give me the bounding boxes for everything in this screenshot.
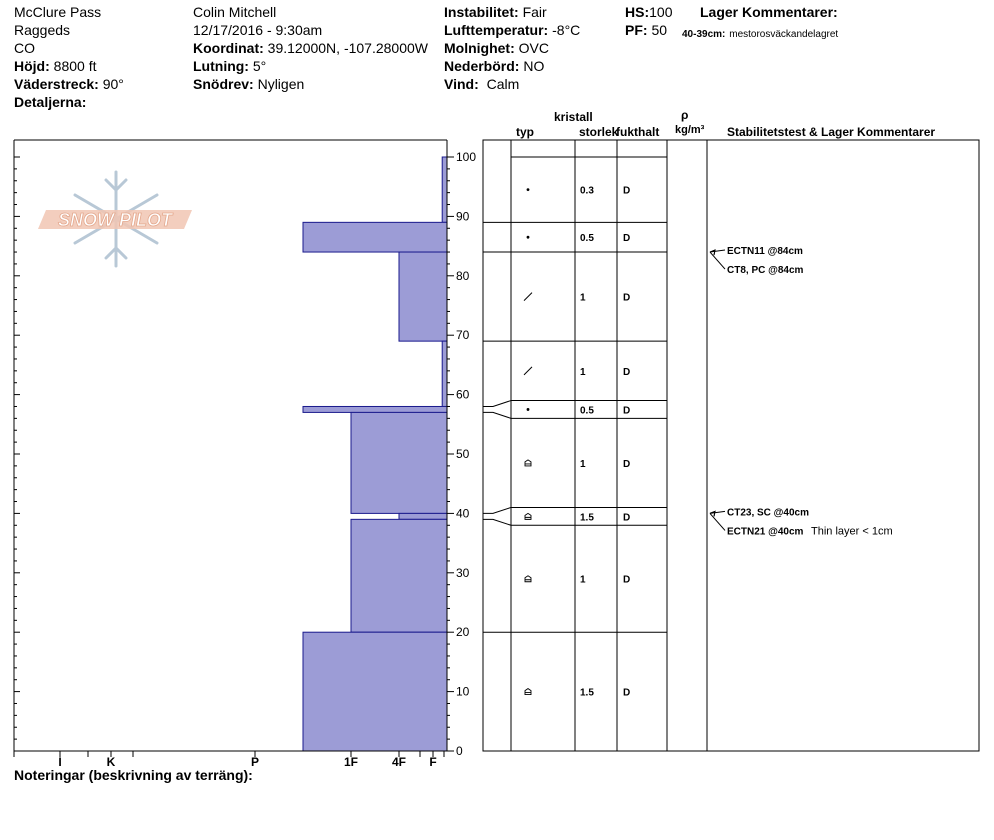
location-name: McClure Pass bbox=[14, 4, 102, 20]
grain-dot-icon bbox=[527, 408, 530, 411]
wind-label: Vind: bbox=[444, 76, 479, 92]
state-name: CO bbox=[14, 40, 35, 56]
layer-size-0: 0.3 bbox=[580, 185, 594, 197]
hardness-bars bbox=[303, 157, 447, 751]
hardness-bar-6 bbox=[399, 513, 447, 519]
wind-value: Calm bbox=[486, 76, 520, 92]
column-density-symbol: ρ bbox=[681, 108, 689, 122]
depth-label-70: 70 bbox=[456, 328, 470, 343]
depth-label-0: 0 bbox=[456, 744, 463, 758]
stability-value: Fair bbox=[522, 4, 547, 20]
test-pointer-line bbox=[710, 252, 725, 269]
slope-label: Lutning: bbox=[193, 58, 249, 74]
layer-moisture-3: D bbox=[623, 366, 631, 378]
layer-size-3: 1 bbox=[580, 366, 586, 378]
aspect-value: 90° bbox=[102, 76, 124, 92]
layer-size-2: 1 bbox=[580, 292, 586, 304]
depth-label-30: 30 bbox=[456, 565, 470, 580]
wind-loading-value: Nyligen bbox=[257, 76, 305, 92]
test-label: ECTN11 @84cm bbox=[727, 246, 803, 258]
layer-moisture-7: D bbox=[623, 574, 631, 586]
hardness-axis bbox=[14, 751, 444, 769]
boundary-connector-3 bbox=[483, 401, 511, 407]
snowpilot-logo bbox=[38, 172, 192, 266]
depth-label-90: 90 bbox=[456, 209, 470, 224]
boundary-connector-5 bbox=[483, 507, 511, 513]
grain-dot-icon bbox=[527, 188, 530, 191]
column-crystal-line1: kristall bbox=[554, 110, 593, 124]
layer-size-4: 0.5 bbox=[580, 405, 594, 417]
sky-label: Molnighet: bbox=[444, 40, 515, 56]
hardness-bar-3 bbox=[442, 341, 447, 406]
pf-label: PF: bbox=[625, 22, 648, 38]
stability-label: Instabilitet: bbox=[444, 4, 519, 20]
layer-comment-text: mestorosväckandelagret bbox=[729, 29, 839, 40]
layer-moisture-6: D bbox=[623, 512, 631, 524]
layer-moisture-1: D bbox=[623, 233, 631, 245]
coordinate-value: 39.12000N, -107.28000W bbox=[267, 40, 428, 56]
depth-label-20: 20 bbox=[456, 625, 470, 640]
hardness-bar-4 bbox=[303, 406, 447, 412]
hardness-label-K: K bbox=[106, 755, 116, 769]
depth-label-40: 40 bbox=[456, 506, 470, 521]
observer-name: Colin Mitchell bbox=[193, 4, 277, 20]
elevation-value: 8800 ft bbox=[53, 58, 97, 74]
notes-label: Noteringar (beskrivning av terräng): bbox=[14, 767, 253, 783]
area-name: Raggeds bbox=[14, 22, 71, 38]
layer-size-1: 0.5 bbox=[580, 233, 594, 245]
precip-label: Nederbörd: bbox=[444, 58, 520, 74]
snowpilot-logo-text: SNOW PILOT bbox=[58, 210, 172, 230]
air-temp-label: Lufttemperatur: bbox=[444, 22, 549, 38]
hardness-label-F: F bbox=[429, 755, 437, 769]
test-label: CT8, PC @84cm bbox=[727, 265, 804, 277]
hardness-bar-8 bbox=[303, 632, 447, 751]
layer-size-7: 1 bbox=[580, 574, 586, 586]
hardness-bar-2 bbox=[399, 252, 447, 341]
aspect-label: Väderstreck: bbox=[14, 76, 99, 92]
hardness-bar-1 bbox=[303, 222, 447, 252]
details-label: Detaljerna: bbox=[14, 94, 87, 110]
layer-moisture-0: D bbox=[623, 185, 631, 197]
grain-facet-icon bbox=[525, 689, 531, 695]
depth-axis bbox=[447, 150, 476, 758]
test-pointer-line bbox=[710, 513, 725, 530]
elevation-label: Höjd: bbox=[14, 58, 50, 74]
layer-table bbox=[483, 140, 979, 751]
column-crystal-line2: storlek bbox=[579, 125, 619, 139]
boundary-connector-6 bbox=[483, 519, 511, 525]
column-comments: Stabilitetstest & Lager Kommentarer bbox=[727, 125, 936, 139]
boundary-connector-4 bbox=[483, 412, 511, 418]
layer-size-8: 1.5 bbox=[580, 687, 594, 699]
layer-comments-label: Lager Kommentarer: bbox=[700, 4, 838, 20]
grain-facet-icon bbox=[525, 460, 531, 466]
depth-label-50: 50 bbox=[456, 447, 470, 461]
air-temp-value: -8°C bbox=[552, 22, 581, 38]
column-type: typ bbox=[516, 125, 534, 139]
grain-facet-icon bbox=[525, 513, 531, 519]
observation-datetime: 12/17/2016 - 9:30am bbox=[193, 22, 323, 38]
grain-facet-icon bbox=[525, 576, 531, 582]
hs-value: 100 bbox=[649, 4, 673, 20]
test-label: ECTN21 @40cm bbox=[727, 526, 804, 538]
layer-moisture-8: D bbox=[623, 687, 631, 699]
slope-value: 5° bbox=[252, 58, 267, 74]
layer-moisture-5: D bbox=[623, 458, 631, 470]
layer-comment-range: 40-39cm: bbox=[682, 29, 726, 40]
hardness-label-4F: 4F bbox=[391, 755, 407, 769]
depth-label-60: 60 bbox=[456, 387, 470, 402]
column-density-unit: kg/m³ bbox=[675, 124, 705, 136]
test-label: CT23, SC @40cm bbox=[727, 507, 810, 519]
layer-size-5: 1 bbox=[580, 458, 586, 470]
hs-label: HS: bbox=[625, 4, 650, 20]
hardness-label-I: I bbox=[58, 755, 62, 769]
hardness-bar-0 bbox=[442, 157, 447, 222]
test-comment: Thin layer < 1cm bbox=[811, 525, 893, 538]
stability-tests bbox=[710, 246, 893, 537]
layer-moisture-2: D bbox=[623, 292, 631, 304]
depth-label-80: 80 bbox=[456, 268, 470, 283]
hardness-bar-7 bbox=[351, 519, 447, 632]
depth-label-100: 100 bbox=[456, 150, 477, 164]
coordinate-label: Koordinat: bbox=[193, 40, 264, 56]
hardness-label-1F: 1F bbox=[343, 755, 359, 769]
grain-slash-icon bbox=[524, 293, 532, 301]
depth-label-10: 10 bbox=[456, 684, 470, 699]
hardness-label-P: P bbox=[250, 755, 260, 769]
hardness-bar-5 bbox=[351, 412, 447, 513]
sky-value: OVC bbox=[518, 40, 549, 56]
layer-size-6: 1.5 bbox=[580, 512, 594, 524]
layer-moisture-4: D bbox=[623, 405, 631, 417]
grain-dot-icon bbox=[527, 236, 530, 239]
precip-value: NO bbox=[523, 58, 545, 74]
column-moisture: fukthalt bbox=[616, 125, 660, 139]
grain-slash-icon bbox=[524, 367, 532, 375]
table-frame bbox=[483, 140, 979, 751]
pf-value: 50 bbox=[651, 22, 668, 38]
wind-loading-label: Snödrev: bbox=[193, 76, 254, 92]
